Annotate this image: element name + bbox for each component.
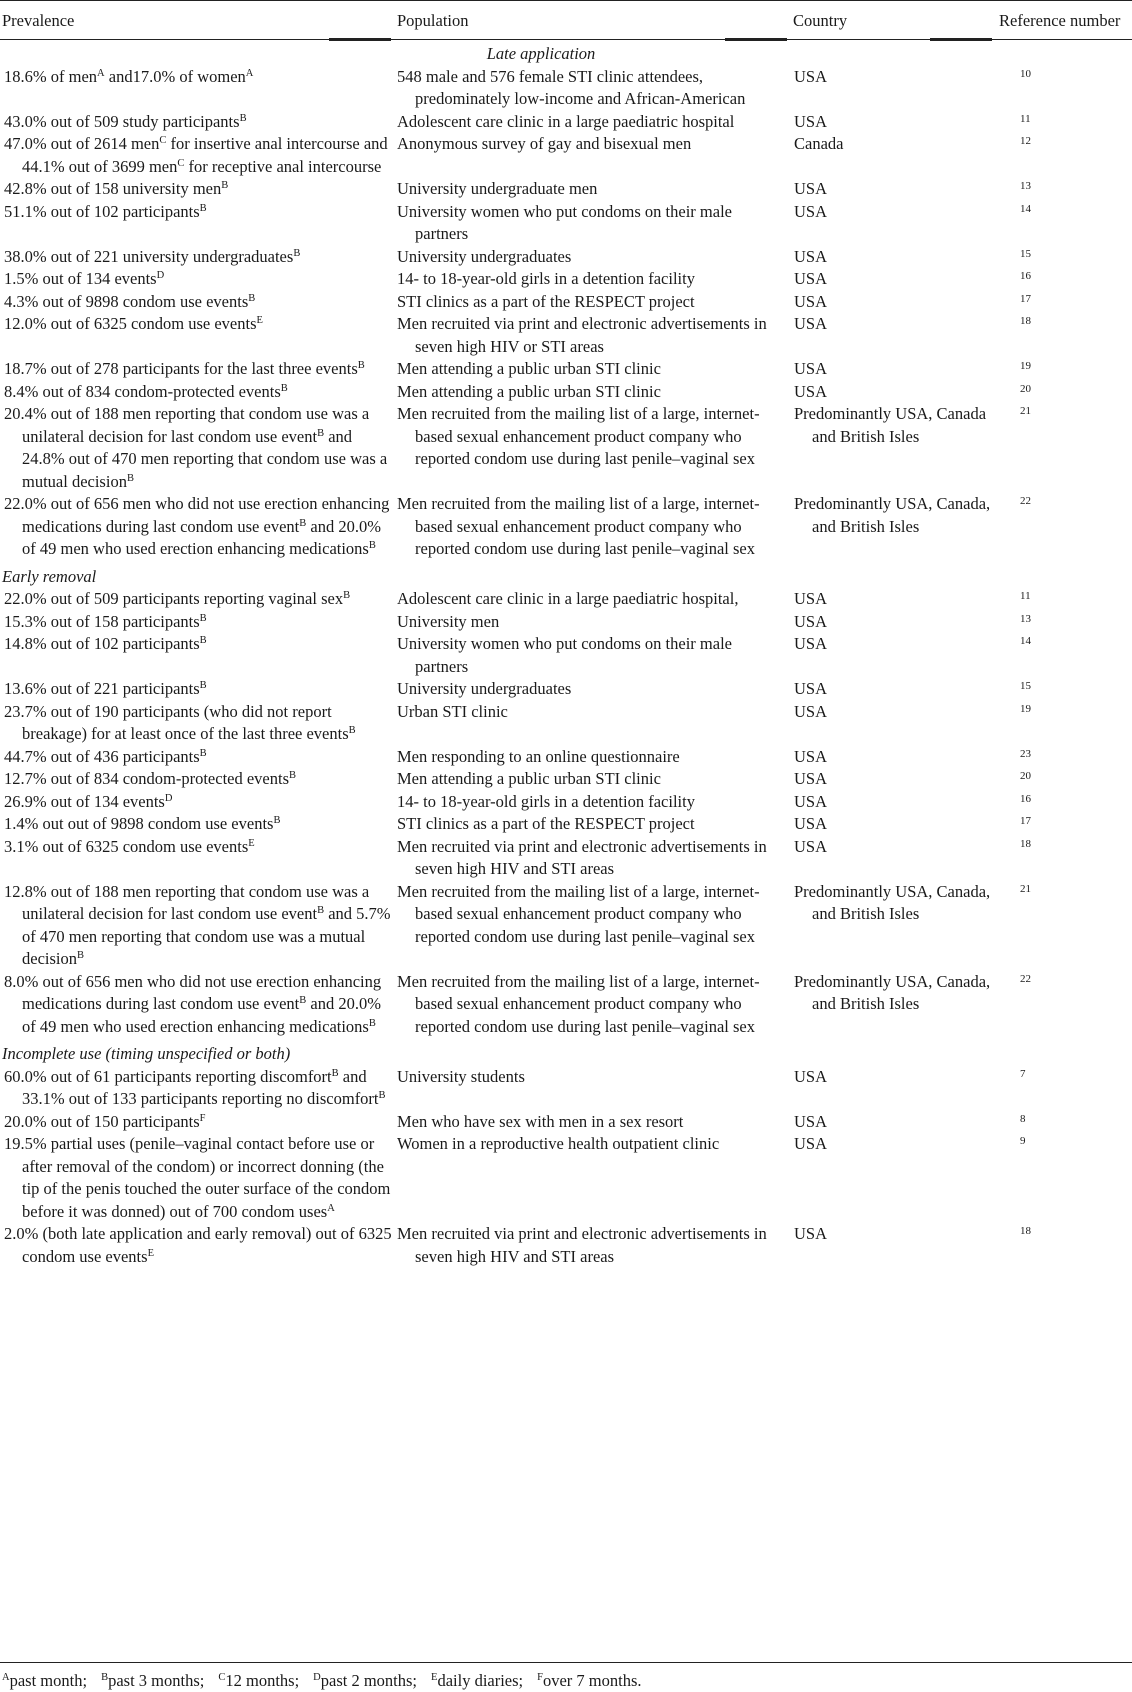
population-cell: Men recruited from the mailing list of a large, internet-based sexual enhancement product company who reported condom use during last penile–vaginal sex [397,881,760,946]
population-cell: Men recruited via print and electronic advertisements in seven high HIV and STI areas [397,1224,767,1266]
table-footnotes [0,1662,1132,1691]
reference-cell: 21 [1020,882,1031,895]
section-heading: Late application [486,44,596,63]
reference-cell: 15 [1020,247,1031,260]
country-cell: Canada [794,134,844,153]
prevalence-cell: 22.0% out of 656 men who did not use erection enhancing medications during last condom use event$^B$ and 20.0% of 49 men who used erection enhancing medications$^B$ [4,494,390,558]
prevalence-cell: 18.6% of men$^A$ and17.0% of women$^A$ [4,66,254,86]
population-cell: Men attending a public urban STI clinic [397,359,661,378]
country-cell: USA [794,179,828,198]
table-row [0,66,1132,111]
reference-cell: 11 [1020,112,1031,125]
country-cell: USA [794,746,828,766]
prevalence-cell: 1.4% out out of 9898 condom use events$^B$ [4,814,281,833]
prevalence-cell: 44.7% out of 436 participants$^B$ [4,746,207,766]
population-cell: Urban STI clinic [397,701,508,721]
table-row [0,881,1132,971]
population-cell: 14- to 18-year-old girls in a detention facility [397,269,695,288]
country-cell: USA [794,359,828,378]
population-cell: Adolescent care clinic in a large paediatric hospital [397,111,735,131]
population-cell: University men [397,611,500,631]
prevalence-cell: 12.7% out of 834 condom-protected events$^B$ [4,769,297,788]
footnote: $^D$past 2 months; [313,1671,418,1690]
reference-cell: 16 [1020,270,1031,282]
country-cell: USA [794,111,828,131]
country-cell: USA [794,381,828,401]
country-cell: USA [794,589,828,608]
table-row [0,836,1132,881]
prevalence-cell: 3.1% out of 6325 condom use events$^E$ [4,836,255,856]
population-cell: University students [397,1066,525,1086]
country-cell: USA [794,836,828,856]
reference-cell: 14 [1020,635,1031,647]
country-cell: USA [794,611,828,631]
population-cell: University undergraduate men [397,179,598,198]
country-cell: USA [794,1066,828,1086]
table-row [0,1111,1132,1134]
reference-cell: 17 [1020,292,1031,305]
population-cell: Women in a reproductive health outpatient clinic [397,1134,720,1153]
reference-cell: 17 [1020,815,1031,827]
prevalence-cell: 12.0% out of 6325 condom use events$^E$ [4,314,263,333]
prevalence-cell: 15.3% out of 158 participants$^B$ [4,611,207,631]
reference-cell: 18 [1020,315,1031,327]
prevalence-cell: 18.7% out of 278 participants for the last three events$^B$ [4,359,365,378]
footnote: $^F$over 7 months. [537,1671,642,1690]
population-cell: 548 male and 576 female STI clinic attendees, predominately low-income and African-American [397,66,746,108]
country-cell: USA [794,634,828,653]
table-row [0,493,1132,561]
column-divider [930,38,992,41]
country-cell: USA [794,269,828,288]
reference-cell: 10 [1020,67,1031,80]
country-cell: Predominantly USA, Canada, and British Isles [794,881,991,923]
reference-cell: 8 [1020,1112,1026,1125]
country-cell: USA [794,1111,828,1131]
prevalence-cell: 42.8% out of 158 university men$^B$ [4,179,229,198]
reference-cell: 22 [1020,495,1031,507]
table-row [0,1133,1132,1223]
country-cell: USA [794,679,828,698]
prevalence-cell: 8.0% out of 656 men who did not use erection enhancing medications during last condom use event$^B$ and 20.0% of 49 men who used erection enhancing medications$^B$ [4,971,382,1036]
table-row [0,768,1132,791]
table-row [0,701,1132,746]
table-row [0,633,1132,678]
reference-cell: 16 [1020,792,1031,805]
prevalence-cell: 20.0% out of 150 participants$^F$ [4,1111,206,1131]
footnote: $^C$12 months; [218,1671,300,1690]
population-cell: Men recruited via print and electronic advertisements in seven high HIV or STI areas [397,314,767,356]
population-cell: Anonymous survey of gay and bisexual men [397,134,692,153]
population-cell: Men attending a public urban STI clinic [397,381,661,401]
country-cell: USA [794,1224,828,1243]
footnote: $^E$daily diaries; [431,1671,524,1690]
prevalence-cell: 38.0% out of 221 university undergraduates$^B$ [4,246,301,266]
prevalence-cell: 47.0% out of 2614 men$^C$ for insertive anal intercourse and 44.1% out of 3699 men$^C$ for receptive anal intercourse [4,134,388,176]
table-row [0,1066,1132,1111]
footnote: $^A$past month; [2,1671,88,1690]
table-row [0,381,1132,404]
table-row [0,291,1132,314]
population-cell: University women who put condoms on their male partners [397,201,732,243]
prevalence-cell: 14.8% out of 102 participants$^B$ [4,634,207,653]
country-cell: USA [794,814,828,833]
population-cell: Men attending a public urban STI clinic [397,769,661,788]
prevalence-cell: 51.1% out of 102 participants$^B$ [4,201,207,221]
reference-cell: 7 [1020,1067,1026,1080]
population-cell: STI clinics as a part of the RESPECT project [397,291,695,311]
table-row [0,588,1132,611]
table-row [0,178,1132,201]
country-cell: USA [794,791,828,811]
prevalence-cell: 22.0% out of 509 participants reporting vaginal sex$^B$ [4,589,351,608]
population-cell: Men responding to an online questionnaire [397,746,680,766]
prevalence-cell: 1.5% out of 134 events$^D$ [4,269,165,288]
population-cell: Adolescent care clinic in a large paediatric hospital, [397,589,739,608]
country-cell: USA [794,701,828,721]
prevalence-cell: 23.7% out of 190 participants (who did not report breakage) for at least once of the last three events$^B$ [4,701,356,743]
table-row [0,313,1132,358]
reference-cell: 19 [1020,360,1031,372]
reference-cell: 13 [1020,612,1031,625]
table-row [0,678,1132,701]
country-cell: USA [794,66,828,86]
country-cell: USA [794,201,828,221]
table-row [0,133,1132,178]
prevalence-cell: 8.4% out of 834 condom-protected events$^B$ [4,381,288,401]
footnote: $^B$past 3 months; [101,1671,205,1690]
population-cell: STI clinics as a part of the RESPECT project [397,814,695,833]
table-row [0,791,1132,814]
reference-cell: 18 [1020,1225,1031,1237]
reference-cell: 15 [1020,680,1031,692]
prevalence-cell: 20.4% out of 188 men reporting that condom use was a unilateral decision for last condom use event$^B$ and 24.8% out of 470 men reporting that condom use was a mutual decision$^B$ [4,404,388,491]
table-row [0,403,1132,493]
population-cell: Men recruited via print and electronic advertisements in seven high HIV and STI areas [397,836,767,878]
country-cell: USA [794,1134,828,1153]
prevalence-cell: 19.5% partial uses (penile–vaginal contact before use or after removal of the condom) or incorrect donning (the tip of the penis touched the outer surface of the condom before it was donned) out of 700 condom uses$^A$ [4,1134,391,1221]
population-cell: University undergraduates [397,246,572,266]
table-row [0,1223,1132,1268]
population-cell: Men recruited from the mailing list of a large, internet-based sexual enhancement product company who reported condom use during last penile–vaginal sex [397,971,760,1036]
reference-cell: 21 [1020,405,1031,417]
section-heading: Incomplete use (timing unspecified or both) [2,1044,291,1063]
table-body [0,43,1132,1268]
reference-cell: 19 [1020,702,1031,715]
reference-cell: 20 [1020,382,1031,395]
prevalence-cell: 12.8% out of 188 men reporting that condom use was a unilateral decision for last condom use event$^B$ and 5.7% of 470 men reporting that condom use was a mutual decision$^B$ [4,881,391,968]
country-cell: Predominantly USA, Canada, and British Isles [794,971,991,1013]
country-cell: Predominantly USA, Canada, and British Isles [794,494,991,536]
header-population: Population [397,11,469,30]
reference-cell: 11 [1020,590,1031,602]
table-row [0,358,1132,381]
reference-cell: 18 [1020,837,1031,850]
header-reference: Reference number [999,11,1121,30]
header-prevalence: Prevalence [2,11,75,30]
population-cell: Men recruited from the mailing list of a large, internet-based sexual enhancement product company who reported condom use during last penile–vaginal sex [397,404,760,468]
table-row [0,813,1132,836]
prevalence-cell: 13.6% out of 221 participants$^B$ [4,679,207,698]
country-cell: USA [794,291,828,311]
table-row [0,971,1132,1039]
table-row [0,268,1132,291]
reference-cell: 14 [1020,202,1031,215]
prevalence-cell: 43.0% out of 509 study participants$^B$ [4,111,247,131]
table-row [0,246,1132,269]
country-cell: USA [794,769,828,788]
section-heading: Early removal [2,566,97,586]
table-row [0,201,1132,246]
population-cell: University undergraduates [397,679,572,698]
country-cell: USA [794,246,828,266]
table-row [0,611,1132,634]
table-row [0,111,1132,134]
reference-cell: 22 [1020,972,1031,985]
column-divider [329,38,391,41]
reference-cell: 9 [1020,1135,1026,1147]
population-cell: Men who have sex with men in a sex resort [397,1111,684,1131]
prevalence-cell: 26.9% out of 134 events$^D$ [4,791,173,811]
population-cell: Men recruited from the mailing list of a large, internet-based sexual enhancement product company who reported condom use during last penile–vaginal sex [397,494,760,558]
prevalence-cell: 4.3% out of 9898 condom use events$^B$ [4,291,256,311]
reference-cell: 23 [1020,747,1031,760]
prevalence-cell: 2.0% (both late application and early removal) out of 6325 condom use events$^E$ [4,1224,392,1266]
population-cell: 14- to 18-year-old girls in a detention facility [397,791,695,811]
reference-cell: 20 [1020,770,1031,782]
header-country: Country [793,11,848,30]
table-row [0,746,1132,769]
country-cell: Predominantly USA, Canada and British Isles [794,404,987,446]
population-cell: University women who put condoms on their male partners [397,634,732,676]
table-header [0,0,1132,40]
reference-cell: 12 [1020,135,1031,147]
reference-cell: 13 [1020,180,1031,192]
column-divider [725,38,787,41]
country-cell: USA [794,314,828,333]
prevalence-cell: 60.0% out of 61 participants reporting discomfort$^B$ and 33.1% out of 133 participants reporting no discomfort$^B$ [4,1066,386,1108]
